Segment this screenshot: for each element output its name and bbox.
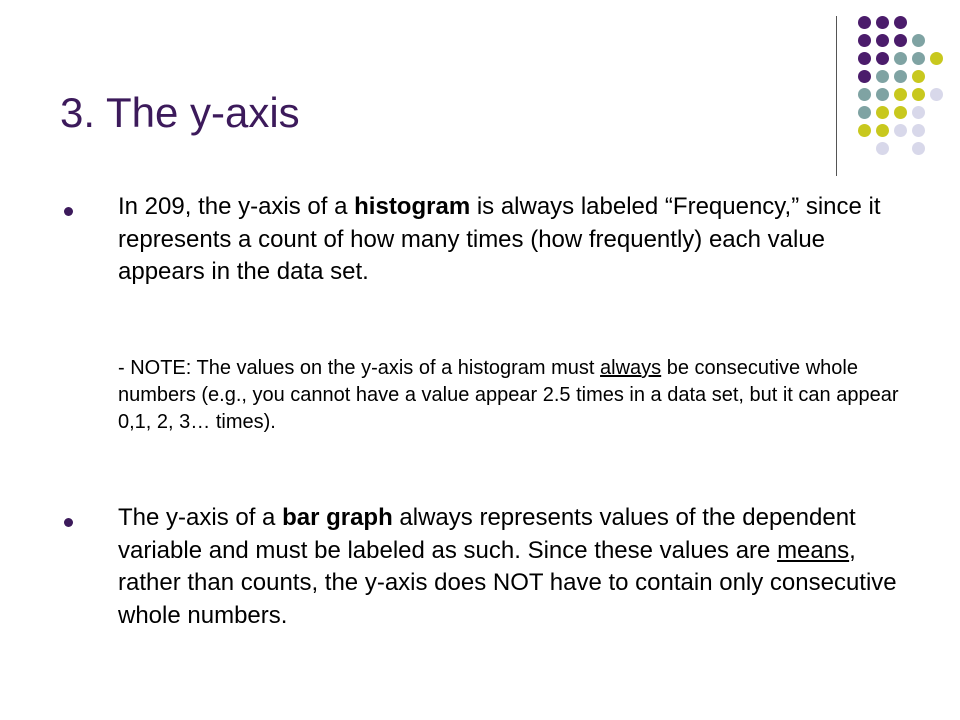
bullet-text: The y-axis of a xyxy=(118,504,283,531)
underlined-term: means xyxy=(777,536,850,564)
bullet-text: is always labeled “Frequency,” since it represents a count of how many times (how frequently) each value appears in the data set. xyxy=(118,193,881,285)
bullet-text: always represents values of the dependent variable and must be labeled as such. Since these values are xyxy=(118,504,856,564)
histogram-note xyxy=(118,355,918,436)
bullet-icon xyxy=(64,207,73,216)
bullet-icon xyxy=(64,518,73,527)
underlined-term: always xyxy=(600,357,662,379)
bold-term: bar graph xyxy=(282,504,393,531)
slide-title: 3. The y-axis xyxy=(60,89,300,136)
bullet-histogram xyxy=(118,191,908,289)
note-text: - NOTE: The values on the y-axis of a histogram must xyxy=(118,357,601,379)
note-text: be consecutive whole numbers (e.g., you cannot have a value appear 2.5 times in a data set, but it can appear 0,1, 2, 3… times). xyxy=(118,357,899,433)
bullet-text: , rather than counts, the y-axis does NOT have to contain only consecutive whole numbers. xyxy=(118,536,897,629)
bullet-bar-graph xyxy=(118,502,908,632)
bullet-text: In 209, the y-axis of a xyxy=(118,193,355,220)
bold-term: histogram xyxy=(354,193,471,220)
